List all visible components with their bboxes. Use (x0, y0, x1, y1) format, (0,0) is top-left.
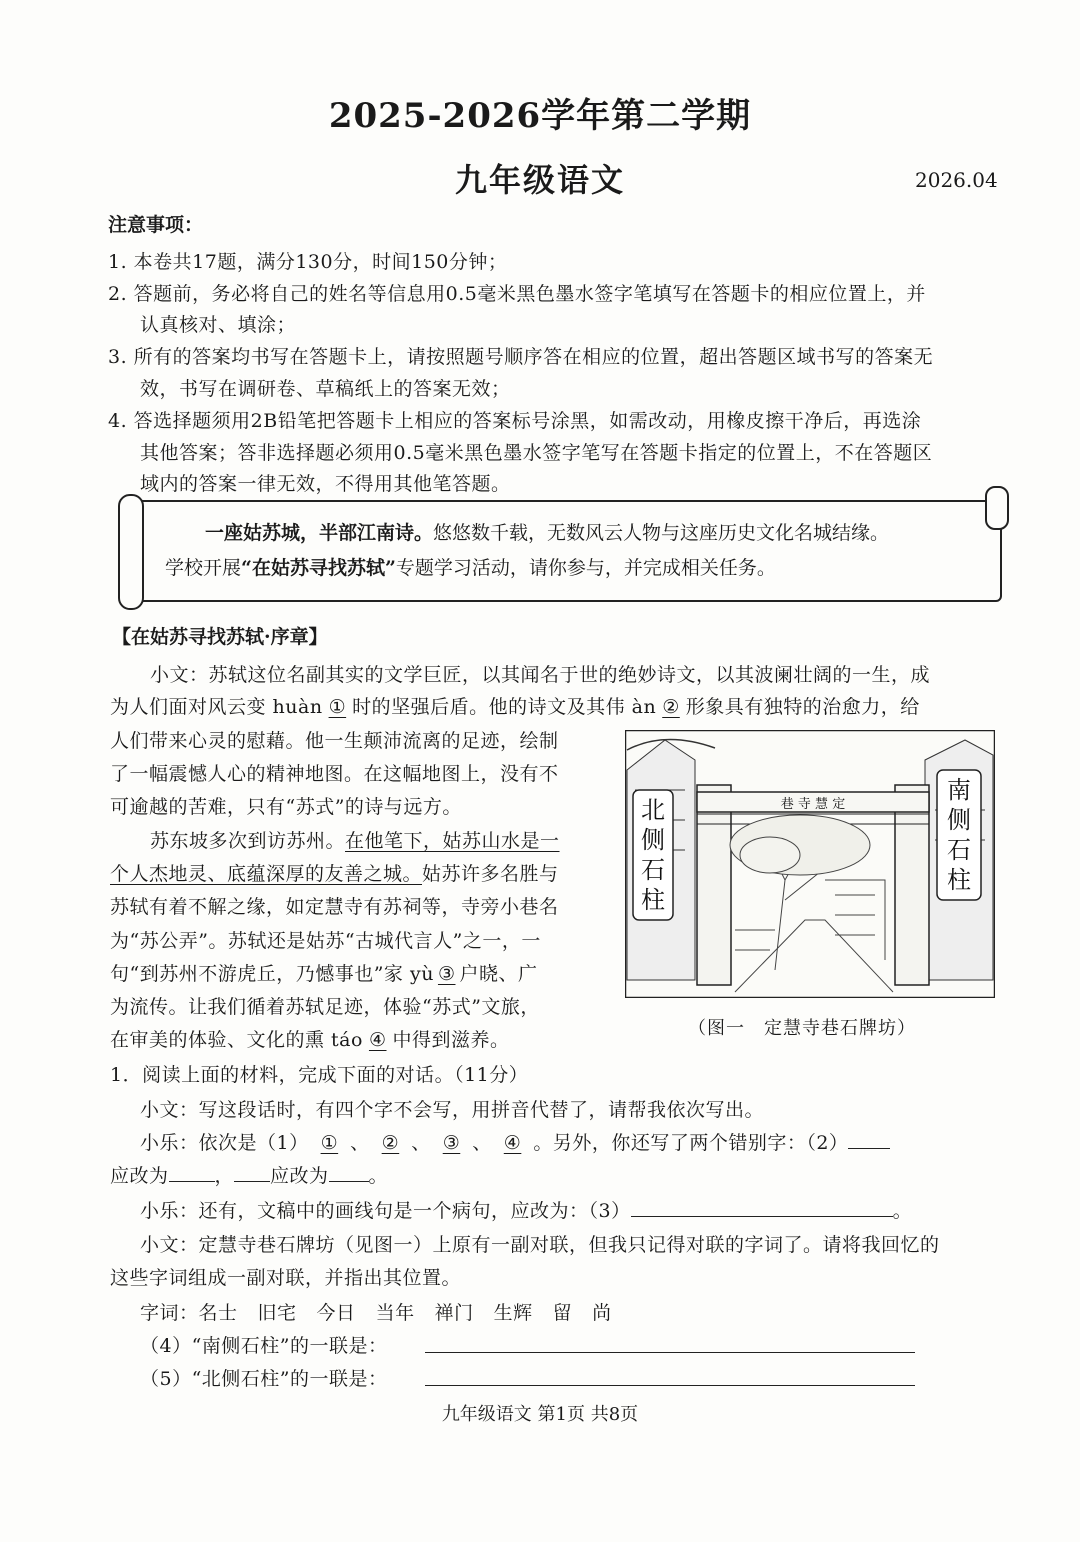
answer-blank-4[interactable]: ④ (503, 1132, 522, 1154)
blank-3: ③ (437, 963, 456, 985)
word-list (140, 1298, 612, 1325)
exam-date: 2026.04 (915, 168, 998, 192)
section-title: 【在姑苏寻找苏轼·序章】 (112, 626, 328, 648)
words-label: 字词： (140, 1302, 199, 1324)
scroll-line-2-bold: “在姑苏寻找苏轼” (241, 557, 396, 579)
word-2: 旧宅 (257, 1302, 297, 1324)
sep-3: 、 (472, 1132, 492, 1154)
exam-title: 2025-2026学年第二学期 (328, 96, 752, 136)
word-6: 生辉 (493, 1302, 533, 1324)
underlined-sentence-part-2: 个人杰地灵、底蕴深厚的友善之城。 (110, 863, 423, 885)
answer-blank-revision[interactable] (631, 1196, 893, 1217)
pinyin-tao: 在审美的体验、文化的熏 táo (110, 1029, 363, 1051)
pinyin-huan: 为人们面对风云变 huàn (110, 696, 323, 718)
dialogue-4-lead: 小乐：还有，文稿中的画线句是一个病句，应改为：（3） (140, 1200, 631, 1222)
notice-line-2-cont: 认真核对、填涂； (140, 314, 297, 336)
word-4: 当年 (375, 1302, 415, 1324)
answer-blank-fix-2[interactable] (329, 1161, 369, 1182)
archway-plaque: 巷 寺 慧 定 (780, 797, 846, 812)
notice-line-3: 3. 所有的答案均书写在答题卡上，请按照题号顺序答在相应的位置，超出答题区域书写的答案无 (108, 346, 934, 368)
word-1: 名士 (198, 1302, 238, 1324)
para2-line-6: 为流传。让我们循着苏轼足迹，体验“苏式”文旅， (110, 996, 540, 1018)
dialogue-4-end: 。 (892, 1200, 913, 1222)
para1-line-5: 可逾越的苦难，只有“苏式”的诗与远方。 (110, 796, 462, 818)
answer-blank-typo-1[interactable] (848, 1128, 890, 1149)
para2-line-4: 为“苏公弄”。苏轼还是姑苏“古城代言人”之一，一 (110, 930, 541, 952)
para2-line-7-b: 中得到滋养。 (392, 1029, 510, 1051)
sub-question-5: （5）“北侧石柱”的一联是： (140, 1368, 388, 1390)
dialogue-line-3[interactable] (110, 1161, 388, 1188)
para2-line-5-b: 户晓、广 (459, 963, 538, 985)
answer-blank-3[interactable]: ③ (442, 1132, 461, 1154)
notice-line-2: 2. 答题前，务必将自己的姓名等信息用0.5毫米黑色墨水签字笔填写在答题卡的相应位置上，并 (108, 283, 926, 305)
para1-line-4: 了一幅震憾人心的精神地图。在这幅地图上，没有不 (110, 763, 559, 785)
answer-blank-fix-1[interactable] (169, 1161, 215, 1182)
answer-line-south[interactable] (425, 1352, 915, 1353)
answer-blank-2[interactable]: ② (381, 1132, 400, 1154)
notice-line-4-cont: 其他答案；答非选择题必须用0.5毫米黑色墨水签字笔写在答题卡指定的位置上，不在答题区 (140, 442, 933, 464)
blank-1: ① (328, 696, 347, 718)
should-be-2: 应改为 (270, 1165, 329, 1187)
notice-line-4: 4. 答选择题须用2B铅笔把答题卡上相应的答案标号涂黑，如需改动，用橡皮擦干净后，再选涂 (108, 410, 922, 432)
dialogue-line-4[interactable] (140, 1196, 912, 1223)
word-3: 今日 (316, 1302, 356, 1324)
figure-caption: （图一 定慧寺巷石牌坊） (688, 1018, 916, 1039)
south-label-char-2: 侧 (947, 806, 971, 834)
scroll-curl-right (985, 486, 1009, 530)
sep-2: 、 (411, 1132, 431, 1154)
para2-line-3: 苏轼有着不解之缘，如定慧寺有苏祠等，寺旁小巷名 (110, 896, 559, 918)
pinyin-yu: 句“到苏州不游虎丘，乃憾事也”家 yù (110, 963, 434, 985)
para1-line-2-end: 形象具有独特的治愈力，给 (685, 696, 920, 718)
pinyin-an: 时的坚强后盾。他的诗文及其伟 àn (352, 696, 657, 718)
para2-line-1 (150, 826, 560, 853)
south-label-char-4: 柱 (947, 866, 971, 894)
south-label-char-3: 石 (947, 836, 971, 864)
north-label-char-1: 北 (641, 796, 665, 824)
word-7: 留 (552, 1302, 573, 1324)
para2-line-2-b: 姑苏许多名胜与 (422, 863, 559, 885)
north-pillar (697, 785, 731, 985)
dialogue-line-2[interactable] (140, 1128, 890, 1155)
scroll-curl-left (118, 494, 144, 610)
notice-line-4-cont2: 域内的答案一律无效，不得用其他笔答题。 (140, 473, 511, 495)
para1-line-2 (110, 692, 920, 719)
para1-line-3: 人们带来心灵的慰藉。他一生颠沛流离的足迹，绘制 (110, 730, 559, 752)
south-label-char-1: 南 (947, 776, 971, 804)
dialogue-2-tail: 。另外，你还写了两个错别字：（2） (533, 1132, 849, 1154)
para2-line-5 (110, 959, 538, 986)
north-label-char-2: 侧 (641, 826, 665, 854)
answer-blank-typo-2[interactable] (234, 1161, 270, 1182)
para2-line-2 (110, 859, 559, 886)
sub-question-4: （4）“南侧石柱”的一联是： (140, 1335, 388, 1357)
scroll-line-2-a: 学校开展 (165, 557, 242, 579)
north-label-char-3: 石 (641, 856, 665, 884)
page-footer: 九年级语文 第1页 共8页 (441, 1404, 639, 1425)
south-pillar (895, 785, 929, 985)
underlined-sentence-part-1: 在他笔下，姑苏山水是一 (345, 830, 560, 852)
scroll-line-1 (205, 518, 889, 545)
dialogue-2-lead: 小乐：依次是（1） (140, 1132, 309, 1154)
dialogue-line-5: 小文：定慧寺巷石牌坊（见图一）上原有一副对联，但我只记得对联的字词了。请将我回忆的 (140, 1234, 940, 1256)
question-1-stem: 1．阅读上面的材料，完成下面的对话。（11分） (110, 1064, 529, 1086)
answer-line-north[interactable] (425, 1385, 915, 1386)
notice-line-1: 1. 本卷共17题，满分130分，时间150分钟； (108, 251, 508, 273)
para1-line-1: 小文：苏轼这位名副其实的文学巨匠，以其闻名于世的绝妙诗文，以其波阑壮阔的一生，成 (150, 664, 931, 686)
notice-line-3-cont: 效，书写在调研卷、草稿纸上的答案无效； (140, 378, 511, 400)
blank-2: ② (662, 696, 680, 718)
para2-line-7 (110, 1025, 510, 1052)
should-be-1: 应改为 (110, 1165, 169, 1187)
scroll-line-2-b: 专题学习活动，请你参与，并完成相关任务。 (395, 557, 776, 579)
dialogue-line-1: 小文：写这段话时，有四个字不会写，用拼音代替了，请帮我依次写出。 (140, 1099, 765, 1121)
word-8: 尚 (592, 1302, 612, 1324)
north-label-char-4: 柱 (641, 886, 665, 914)
para2-line-1-a: 苏东坡多次到访苏州。 (150, 830, 346, 852)
scroll-line-1-rest: 悠悠数千载，无数风云人物与这座历史文化名城结缘。 (433, 522, 890, 544)
dialogue-line-6: 这些字词组成一副对联，并指出其位置。 (110, 1267, 462, 1289)
comma: ， (214, 1165, 235, 1187)
blank-4: ④ (368, 1029, 387, 1051)
archway-illustration (625, 730, 995, 998)
answer-blank-1[interactable]: ① (320, 1132, 339, 1154)
scroll-line-2 (165, 553, 776, 580)
intro-scroll-banner (128, 500, 1002, 602)
sep-1: 、 (350, 1132, 370, 1154)
period: 。 (368, 1165, 389, 1187)
scroll-line-1-bold: 一座姑苏城，半部江南诗。 (205, 522, 434, 544)
word-5: 禅门 (434, 1302, 474, 1324)
notice-heading: 注意事项： (108, 214, 204, 236)
exam-subject: 九年级语文 (454, 161, 625, 199)
